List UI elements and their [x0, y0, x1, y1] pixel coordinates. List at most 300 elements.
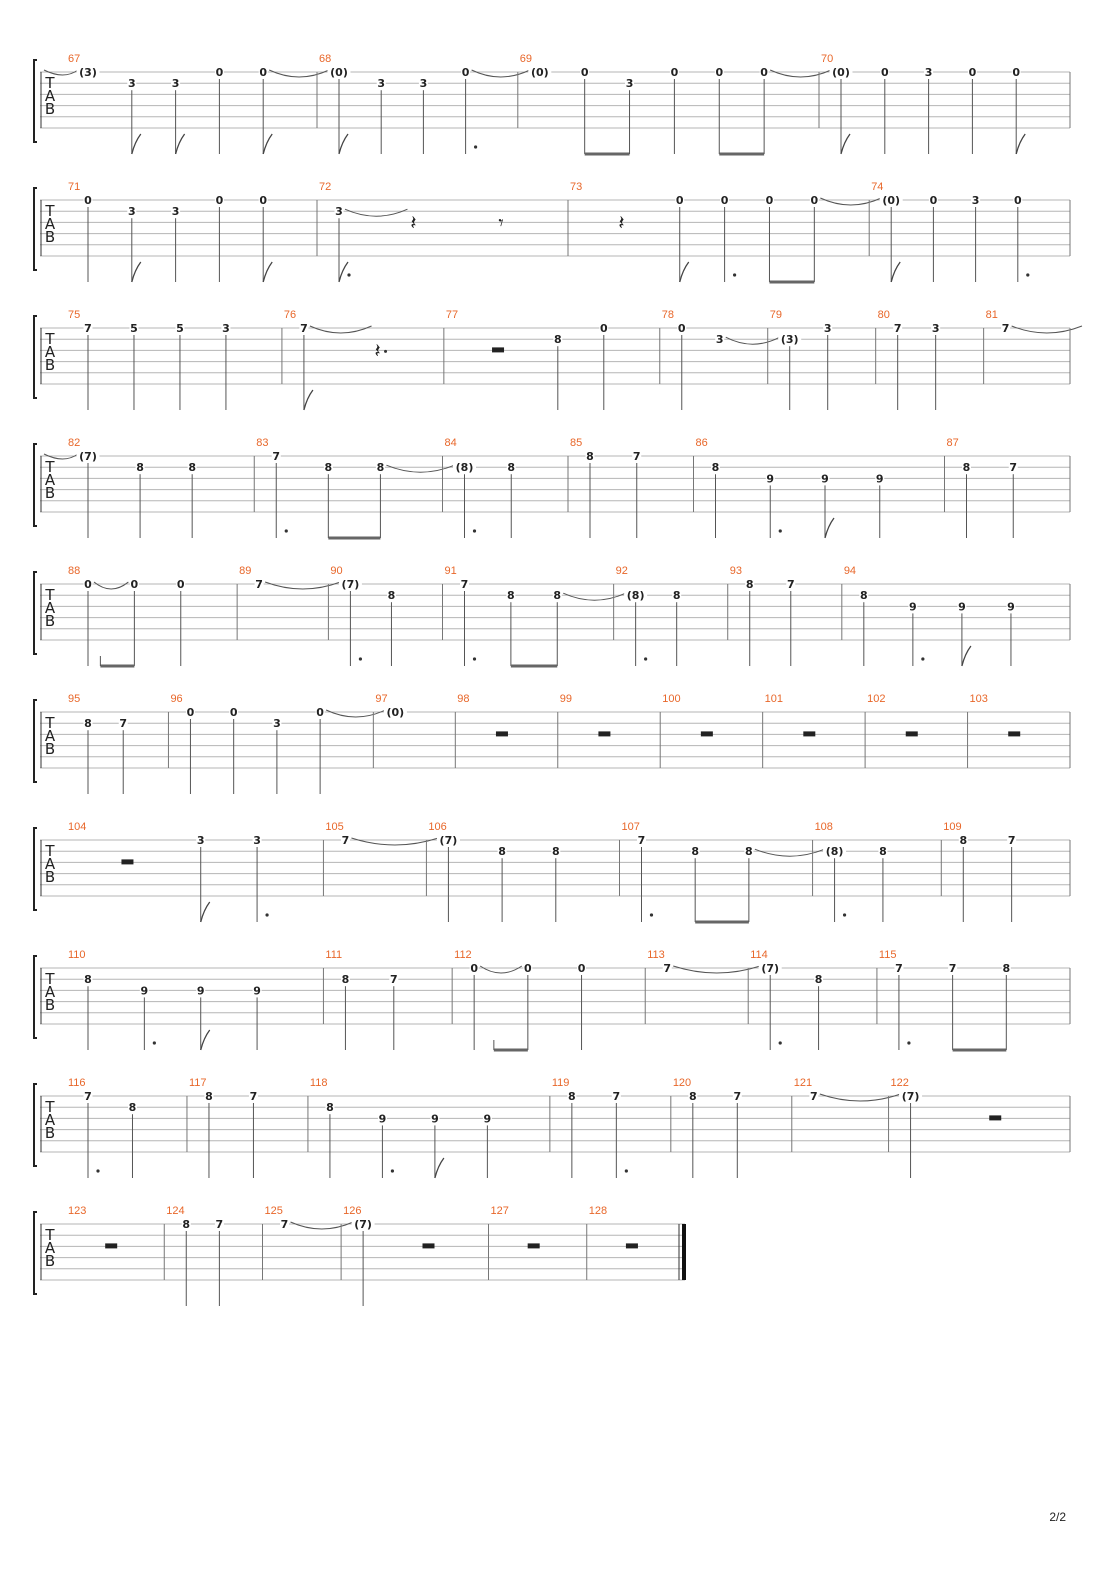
- eighth-flag: [263, 134, 272, 154]
- measure-number: 83: [256, 437, 269, 449]
- tie-arc: [472, 70, 530, 77]
- system-bracket: [34, 828, 37, 910]
- measure-number: 126: [343, 1205, 362, 1217]
- fret-number: (7): [354, 1218, 372, 1231]
- measure-number: 75: [68, 309, 81, 321]
- rhythm-dot: [384, 350, 387, 353]
- fret-number: 8: [672, 589, 681, 603]
- tab-clef-letter: A: [44, 343, 56, 361]
- measure-number: 76: [283, 309, 297, 321]
- fret-number: 9: [766, 472, 775, 486]
- fret-number: 0: [84, 194, 92, 207]
- fret-number: 7: [215, 1218, 224, 1231]
- measure-number: 96: [170, 693, 183, 705]
- fret-number: 0: [229, 706, 238, 719]
- tab-clef-letter: A: [44, 983, 56, 1001]
- tab-clef-letter: A: [44, 471, 56, 489]
- fret-number: 0: [524, 962, 532, 975]
- fret-number: 9: [909, 600, 917, 614]
- measure-number: 71: [68, 181, 81, 193]
- fret-number: 8: [691, 845, 700, 859]
- fret-number: 8: [326, 1101, 334, 1115]
- fret-number: (0): [330, 66, 348, 79]
- measure-number: 72: [319, 181, 332, 193]
- fret-number: (0): [386, 706, 405, 719]
- fret-number: 8: [962, 461, 971, 475]
- tie-arc: [820, 198, 881, 205]
- fret-number: (8): [626, 589, 645, 603]
- fret-number: (0): [882, 194, 901, 207]
- measure-number: 117: [188, 1077, 207, 1089]
- fret-number: 7: [84, 322, 92, 335]
- fret-number: 7: [1001, 322, 1010, 335]
- measure-number: 114: [750, 949, 768, 961]
- fret-number: 3: [196, 834, 205, 847]
- eighth-flag: [339, 134, 348, 154]
- fret-number: 0: [760, 66, 768, 79]
- fret-number: 8: [568, 1090, 576, 1103]
- measure-number: 73: [570, 181, 583, 193]
- measure-number: 79: [769, 309, 782, 321]
- measure-number: 85: [570, 437, 583, 449]
- measure-number: 125: [264, 1205, 283, 1217]
- measure-number: 106: [428, 821, 447, 833]
- measure-number: 90: [330, 565, 343, 577]
- measure-number: 105: [325, 821, 344, 833]
- fret-number: (7): [439, 834, 458, 847]
- tab-clef-letter: A: [44, 727, 56, 745]
- fret-number: 9: [140, 984, 149, 998]
- measure-number: 81: [985, 309, 998, 321]
- eighth-flag: [304, 390, 313, 410]
- fret-number: 0: [715, 66, 724, 79]
- measure-number: 104: [68, 821, 87, 833]
- tie-arc: [291, 1222, 354, 1229]
- fret-number: 3: [253, 834, 261, 847]
- fret-number: 8: [859, 589, 868, 603]
- fret-number: 0: [259, 194, 268, 207]
- tab-clef-letter: T: [45, 1226, 55, 1244]
- tie-arc: [755, 849, 825, 856]
- measure-number: 82: [68, 437, 81, 449]
- tab-clef-letter: T: [45, 458, 55, 476]
- measure-number: 112: [454, 949, 472, 961]
- measure-number: 68: [319, 53, 332, 65]
- tie-arc: [726, 337, 780, 344]
- fret-number: 8: [553, 589, 562, 603]
- fret-number: 9: [821, 472, 829, 486]
- fret-number: 8: [84, 717, 92, 731]
- half-rest: [105, 1243, 117, 1248]
- rhythm-dot: [359, 657, 362, 660]
- fret-number: 3: [924, 66, 933, 79]
- tab-clef-letter: B: [44, 484, 56, 502]
- tab-clef-letter: A: [44, 1239, 56, 1257]
- tie-arc: [265, 582, 340, 589]
- measure-number: 121: [793, 1077, 813, 1089]
- eighth-flag: [176, 134, 185, 154]
- rhythm-dot: [347, 273, 350, 276]
- tie-arc: [345, 209, 407, 216]
- fret-number: 8: [507, 589, 515, 603]
- measure-number: 77: [445, 309, 459, 321]
- fret-number: 0: [675, 194, 684, 207]
- fret-number: 0: [84, 578, 92, 591]
- fret-number: 7: [341, 834, 350, 847]
- fret-number: 0: [215, 66, 224, 79]
- fret-number: 8: [551, 845, 560, 859]
- fret-number: 7: [733, 1090, 742, 1103]
- fret-number: 9: [196, 984, 205, 998]
- measure-number: 101: [764, 693, 784, 705]
- tab-clef-letter: T: [45, 970, 55, 988]
- measure-number: 95: [68, 693, 81, 705]
- rhythm-dot: [779, 1041, 782, 1044]
- fret-number: 8: [959, 834, 968, 847]
- half-rest: [492, 347, 504, 352]
- fret-number: 3: [171, 77, 180, 91]
- tab-clef-letter: T: [45, 842, 55, 860]
- fret-number: 8: [507, 461, 516, 475]
- quarter-rest: 𝄽: [410, 210, 417, 235]
- fret-number: (7): [79, 450, 97, 463]
- measure-number: 86: [695, 437, 708, 449]
- tab-clef-letter: B: [44, 996, 56, 1014]
- measure-number: 116: [68, 1077, 86, 1089]
- fret-number: 7: [255, 578, 263, 591]
- measure-number: 74: [871, 181, 884, 193]
- fret-number: 7: [632, 450, 641, 463]
- fret-number: 3: [715, 333, 724, 347]
- fret-number: 9: [483, 1112, 492, 1126]
- eighth-flag: [132, 262, 141, 282]
- fret-number: 7: [895, 962, 903, 975]
- fret-number: 8: [341, 973, 350, 987]
- tab-clef-letter: A: [44, 855, 56, 873]
- rhythm-dot: [265, 913, 268, 916]
- half-rest: [422, 1243, 434, 1248]
- measure-number: 98: [457, 693, 470, 705]
- system-bracket: [34, 316, 37, 398]
- measure-number: 128: [588, 1205, 608, 1217]
- measure-number: 113: [647, 949, 665, 961]
- fret-number: 0: [577, 962, 586, 975]
- rhythm-dot: [843, 913, 846, 916]
- tie-arc: [1012, 326, 1082, 333]
- measure-number: 120: [672, 1077, 692, 1089]
- rhythm-dot: [644, 657, 647, 660]
- fret-number: 7: [249, 1090, 258, 1103]
- system-bracket: [34, 700, 37, 782]
- fret-number: 3: [273, 717, 281, 731]
- fret-number: 8: [128, 1101, 137, 1115]
- fret-number: 8: [814, 973, 823, 987]
- fret-number: (7): [341, 578, 360, 591]
- rhythm-dot: [96, 1169, 99, 1172]
- eighth-flag: [891, 262, 900, 282]
- tie-arc: [770, 70, 831, 77]
- measure-number: 127: [490, 1205, 509, 1217]
- tab-clef-letter: B: [44, 356, 56, 374]
- fret-number: 7: [893, 322, 902, 335]
- tab-clef-letter: B: [44, 228, 56, 246]
- rhythm-dot: [733, 273, 736, 276]
- fret-number: 3: [419, 77, 428, 91]
- measure-number: 102: [867, 693, 886, 705]
- tab-clef-letter: B: [44, 100, 56, 118]
- quarter-rest: 𝄽: [374, 338, 381, 363]
- eighth-flag: [263, 262, 272, 282]
- system-bracket: [34, 572, 37, 654]
- measure-number: 84: [444, 437, 457, 449]
- fret-number: 3: [335, 205, 343, 219]
- fret-number: 7: [272, 450, 281, 463]
- fret-number: 0: [130, 578, 139, 591]
- fret-number: 7: [637, 834, 646, 847]
- measure-number: 92: [615, 565, 628, 577]
- rhythm-dot: [473, 529, 476, 532]
- measure-number: 118: [309, 1077, 328, 1089]
- tie-arc: [310, 326, 372, 333]
- tie-arc: [563, 593, 625, 600]
- fret-number: 3: [222, 322, 230, 335]
- measure-number: 69: [519, 53, 533, 65]
- fret-number: 0: [215, 194, 224, 207]
- fret-number: 7: [948, 962, 957, 975]
- fret-number: 8: [1002, 962, 1011, 975]
- rhythm-dot: [907, 1041, 910, 1044]
- tab-clef-letter: T: [45, 330, 55, 348]
- system-bracket: [34, 1084, 37, 1166]
- eighth-flag: [201, 902, 210, 922]
- tab-clef-letter: T: [45, 586, 55, 604]
- fret-number: 0: [929, 194, 938, 207]
- half-rest: [989, 1115, 1001, 1120]
- fret-number: 0: [461, 66, 470, 79]
- fret-number: (8): [455, 461, 474, 475]
- fret-number: 8: [376, 461, 385, 475]
- half-rest: [1008, 731, 1020, 736]
- fret-number: 0: [765, 194, 774, 207]
- eighth-flag: [201, 1030, 210, 1050]
- fret-number: 7: [460, 578, 469, 591]
- fret-number: 3: [931, 322, 940, 335]
- fret-number: 0: [720, 194, 729, 207]
- fret-number: 8: [879, 845, 887, 859]
- fret-number: 7: [612, 1090, 621, 1103]
- fret-number: 7: [1009, 461, 1018, 475]
- fret-number: 3: [171, 205, 180, 219]
- rhythm-dot: [779, 529, 782, 532]
- fret-number: 3: [971, 194, 980, 207]
- measure-number: 70: [821, 53, 834, 65]
- fret-number: 7: [663, 962, 672, 975]
- fret-number: 8: [745, 578, 754, 591]
- fret-number: 0: [470, 962, 478, 975]
- fret-number: 5: [130, 322, 138, 335]
- fret-number: 8: [387, 589, 396, 603]
- half-rest: [906, 731, 918, 736]
- fret-number: 0: [880, 66, 889, 79]
- measure-number: 123: [68, 1205, 87, 1217]
- tab-clef-letter: B: [44, 1124, 56, 1142]
- tie-arc: [386, 465, 454, 472]
- fret-number: 8: [84, 973, 92, 987]
- tab-clef-letter: B: [44, 612, 56, 630]
- fret-number: 3: [127, 77, 136, 91]
- rhythm-dot: [285, 529, 288, 532]
- fret-number: 0: [670, 66, 679, 79]
- system-bracket: [34, 60, 37, 142]
- fret-number: (8): [825, 845, 844, 859]
- measure-number: 107: [621, 821, 640, 833]
- rhythm-dot: [921, 657, 924, 660]
- fret-number: 0: [1012, 66, 1021, 79]
- tab-clef-letter: A: [44, 215, 56, 233]
- fret-number: 8: [553, 333, 562, 347]
- measure-number: 67: [68, 53, 81, 65]
- fret-number: 3: [823, 322, 832, 335]
- measure-number: 91: [444, 565, 457, 577]
- fret-number: 0: [316, 706, 324, 719]
- fret-number: 7: [119, 717, 128, 731]
- tab-clef-letter: T: [45, 74, 55, 92]
- fret-number: 7: [300, 322, 308, 335]
- fret-number: 8: [711, 461, 720, 475]
- fret-number: 9: [378, 1112, 387, 1126]
- measure-number: 88: [68, 565, 81, 577]
- fret-number: 0: [599, 322, 608, 335]
- tab-clef-letter: B: [44, 740, 56, 758]
- fret-number: 5: [176, 322, 184, 335]
- measure-number: 124: [166, 1205, 185, 1217]
- rhythm-dot: [474, 145, 477, 148]
- tab-clef-letter: B: [44, 1252, 56, 1270]
- tie-arc: [269, 70, 329, 77]
- tie-arc: [94, 582, 128, 589]
- half-rest: [496, 731, 508, 736]
- measure-number: 93: [729, 565, 742, 577]
- measure-number: 108: [814, 821, 833, 833]
- fret-number: 0: [580, 66, 589, 79]
- rhythm-dot: [473, 657, 476, 660]
- measure-number: 87: [946, 437, 959, 449]
- half-rest: [803, 731, 815, 736]
- system-bracket: [34, 1212, 37, 1294]
- tie-arc: [326, 710, 385, 717]
- eighth-flag: [132, 134, 141, 154]
- measure-number: 119: [551, 1077, 570, 1089]
- measure-number: 115: [878, 949, 897, 961]
- fret-number: (0): [832, 66, 850, 79]
- measure-number: 97: [375, 693, 388, 705]
- fret-number: 0: [677, 322, 686, 335]
- fret-number: 3: [377, 77, 386, 91]
- rhythm-dot: [153, 1041, 156, 1044]
- fret-number: (3): [780, 333, 799, 347]
- fret-number: 9: [958, 600, 966, 614]
- fret-number: (3): [79, 66, 97, 79]
- system-bracket: [34, 444, 37, 526]
- fret-number: 0: [176, 578, 185, 591]
- eighth-flag: [680, 262, 689, 282]
- measure-number: 110: [68, 949, 86, 961]
- fret-number: (7): [901, 1090, 920, 1103]
- measure-number: 103: [969, 693, 988, 705]
- tab-clef-letter: A: [44, 599, 56, 617]
- fret-number: 0: [259, 66, 268, 79]
- fret-number: 9: [253, 984, 261, 998]
- eighth-flag: [339, 262, 348, 282]
- measure-number: 109: [943, 821, 962, 833]
- system-bracket: [34, 188, 37, 270]
- tab-clef-letter: B: [44, 868, 56, 886]
- fret-number: 8: [498, 845, 506, 859]
- tie-arc: [480, 966, 522, 973]
- fret-number: 8: [745, 845, 753, 859]
- half-rest: [528, 1243, 540, 1248]
- half-rest: [121, 859, 133, 864]
- fret-number: 9: [1007, 600, 1015, 614]
- fret-number: 8: [136, 461, 144, 475]
- fret-number: 9: [431, 1112, 439, 1126]
- rhythm-dot: [625, 1169, 628, 1172]
- fret-number: 8: [586, 450, 594, 463]
- tie-arc: [673, 966, 760, 973]
- fret-number: 3: [625, 77, 634, 91]
- fret-number: 8: [324, 461, 333, 475]
- rhythm-dot: [650, 913, 653, 916]
- measure-number: 122: [890, 1077, 909, 1089]
- measure-number: 80: [877, 309, 890, 321]
- rhythm-dot: [391, 1169, 394, 1172]
- tie-arc: [351, 838, 438, 845]
- fret-number: 0: [1013, 194, 1022, 207]
- fret-number: 7: [280, 1218, 289, 1231]
- measure-number: 100: [662, 693, 681, 705]
- tab-clef-letter: A: [44, 87, 56, 105]
- eighth-flag: [435, 1158, 444, 1178]
- fret-number: 8: [188, 461, 196, 475]
- quarter-rest: 𝄽: [618, 210, 625, 235]
- fret-number: (7): [761, 962, 780, 975]
- fret-number: (0): [530, 66, 549, 79]
- eighth-flag: [962, 646, 971, 666]
- measure-number: 111: [325, 949, 343, 961]
- eighth-flag: [841, 134, 850, 154]
- eighth-flag: [1016, 134, 1025, 154]
- tab-clef-letter: T: [45, 202, 55, 220]
- fret-number: 7: [84, 1090, 92, 1103]
- fret-number: 7: [389, 973, 398, 987]
- half-rest: [598, 731, 610, 736]
- tab-clef-letter: T: [45, 714, 55, 732]
- measure-number: 89: [239, 565, 252, 577]
- page-number: 2/2: [1049, 1510, 1066, 1524]
- fret-number: 9: [875, 472, 884, 486]
- measure-number: 99: [559, 693, 573, 705]
- tab-clef-letter: T: [45, 1098, 55, 1116]
- tab-clef-letter: A: [44, 1111, 56, 1129]
- eighth-rest: 𝄾: [498, 210, 504, 235]
- eighth-flag: [825, 518, 834, 538]
- fret-number: 8: [182, 1218, 191, 1231]
- half-rest: [701, 731, 713, 736]
- fret-number: 8: [688, 1090, 697, 1103]
- measure-number: 78: [661, 309, 675, 321]
- fret-number: 8: [205, 1090, 213, 1103]
- fret-number: 7: [786, 578, 795, 591]
